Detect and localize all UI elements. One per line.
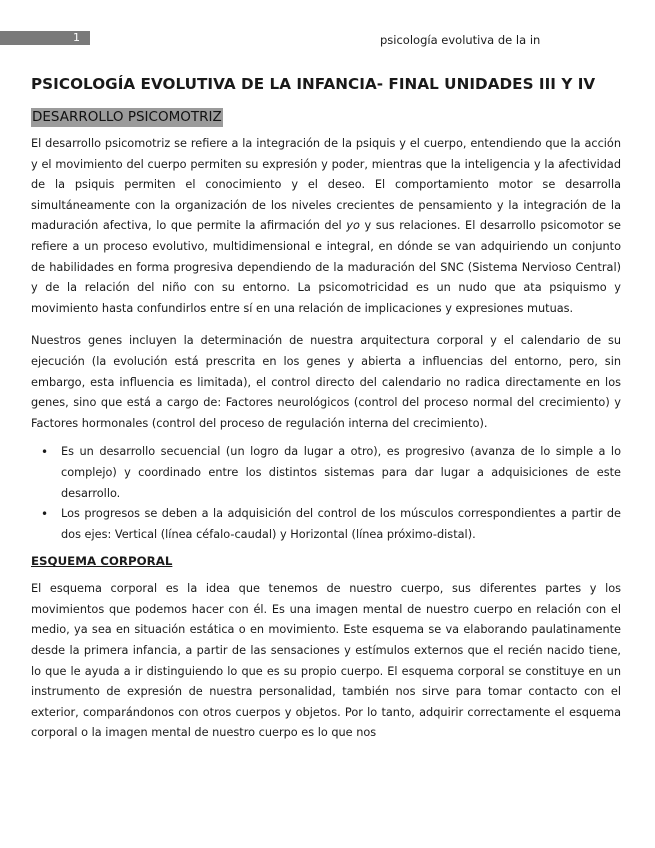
list-item: • Los progresos se deben a la adquisición del control de los músculos correspondientes a partir de dos ejes: Vertical (línea céfalo-caudal) y Horizontal (línea próximo-distal). <box>61 504 621 545</box>
section-heading <box>31 106 621 126</box>
page-number: 1 <box>0 31 90 45</box>
document-title: PSICOLOGÍA EVOLUTIVA DE LA INFANCIA- FINAL UNIDADES III Y IV <box>31 75 596 93</box>
subsection-heading: ESQUEMA CORPORAL <box>31 554 173 569</box>
paragraph-text: El desarrollo psicomotriz se refiere a la integración de la psiquis y el cuerpo, entendiendo que la acción y el movimiento del cuerpo permiten su expresión y poder, mientras que la inteligencia y la afectividad de la psiquis permiten el conocimiento y el deseo. El comportamiento motor se desarrolla simultáneamente con la organización de los niveles crecientes de pensamiento y la integración de la maduración afectiva, lo que permite la afirmación del <box>31 137 621 233</box>
paragraph-text: y sus relaciones. El desarrollo psicomotor se refiere a un proceso evolutivo, multidimensional e integral, en dónde se van adquiriendo un conjunto de habilidades en forma progresiva dependiendo de la maduración del SNC (Sistema Nervioso Central) y de la relación del niño con su entorno. La psicomotricidad es un nudo que ata psiquismo y movimiento hasta confundirlos entre sí en una relación de implicaciones y expresiones mutuas. <box>31 219 621 315</box>
running-header-title: psicología evolutiva de la in <box>380 33 541 47</box>
paragraph-esquema-corporal: El esquema corporal es la idea que tenemos de nuestro cuerpo, sus diferentes partes y los movimientos que podemos hacer con él. Es una imagen mental de nuestro cuerpo en relación con el medio, ya sea en situación estática o en movimiento. Este esquema se va elaborando paulatinamente desde la primera infancia, a partir de las sensaciones y estímulos externos que el recién nacido tiene, lo que le ayuda a ir distinguiendo lo que es su propio cuerpo. El esquema corporal se constituye en un instrumento de expresión de nuestra personalidad, también nos sirve para tomar contacto con el exterior, comparándonos con otros cuerpos y objetos. Por lo tanto, adquirir correctamente el esquema corporal o la imagen mental de nuestro cuerpo es lo que nos <box>31 582 621 740</box>
emphasis-yo: yo <box>346 219 360 233</box>
section-heading-text: DESARROLLO PSICOMOTRIZ <box>32 109 222 125</box>
bullet-list <box>31 442 621 545</box>
document-body <box>31 74 621 744</box>
list-item: • Es un desarrollo secuencial (un logro da lugar a otro), es progresivo (avanza de lo simple a lo complejo) y coordinado entre los distintos sistemas para dar lugar a adquisiciones de este desarrollo. <box>61 442 621 504</box>
paragraph-psicomotriz-1 <box>31 134 621 319</box>
paragraph-psicomotriz-2: Nuestros genes incluyen la determinación de nuestra arquitectura corporal y el calendario de su ejecución (la evolución está prescrita en los genes y abierta a influencias del entorno, pero, sin embargo, esta influencia es limitada), el control directo del calendario no radica directamente en los genes, sino que está a cargo de: Factores neurológicos (control del proceso normal del crecimiento) y Factores hormonales (control del proceso de regulación interna del crecimiento). <box>31 334 621 430</box>
